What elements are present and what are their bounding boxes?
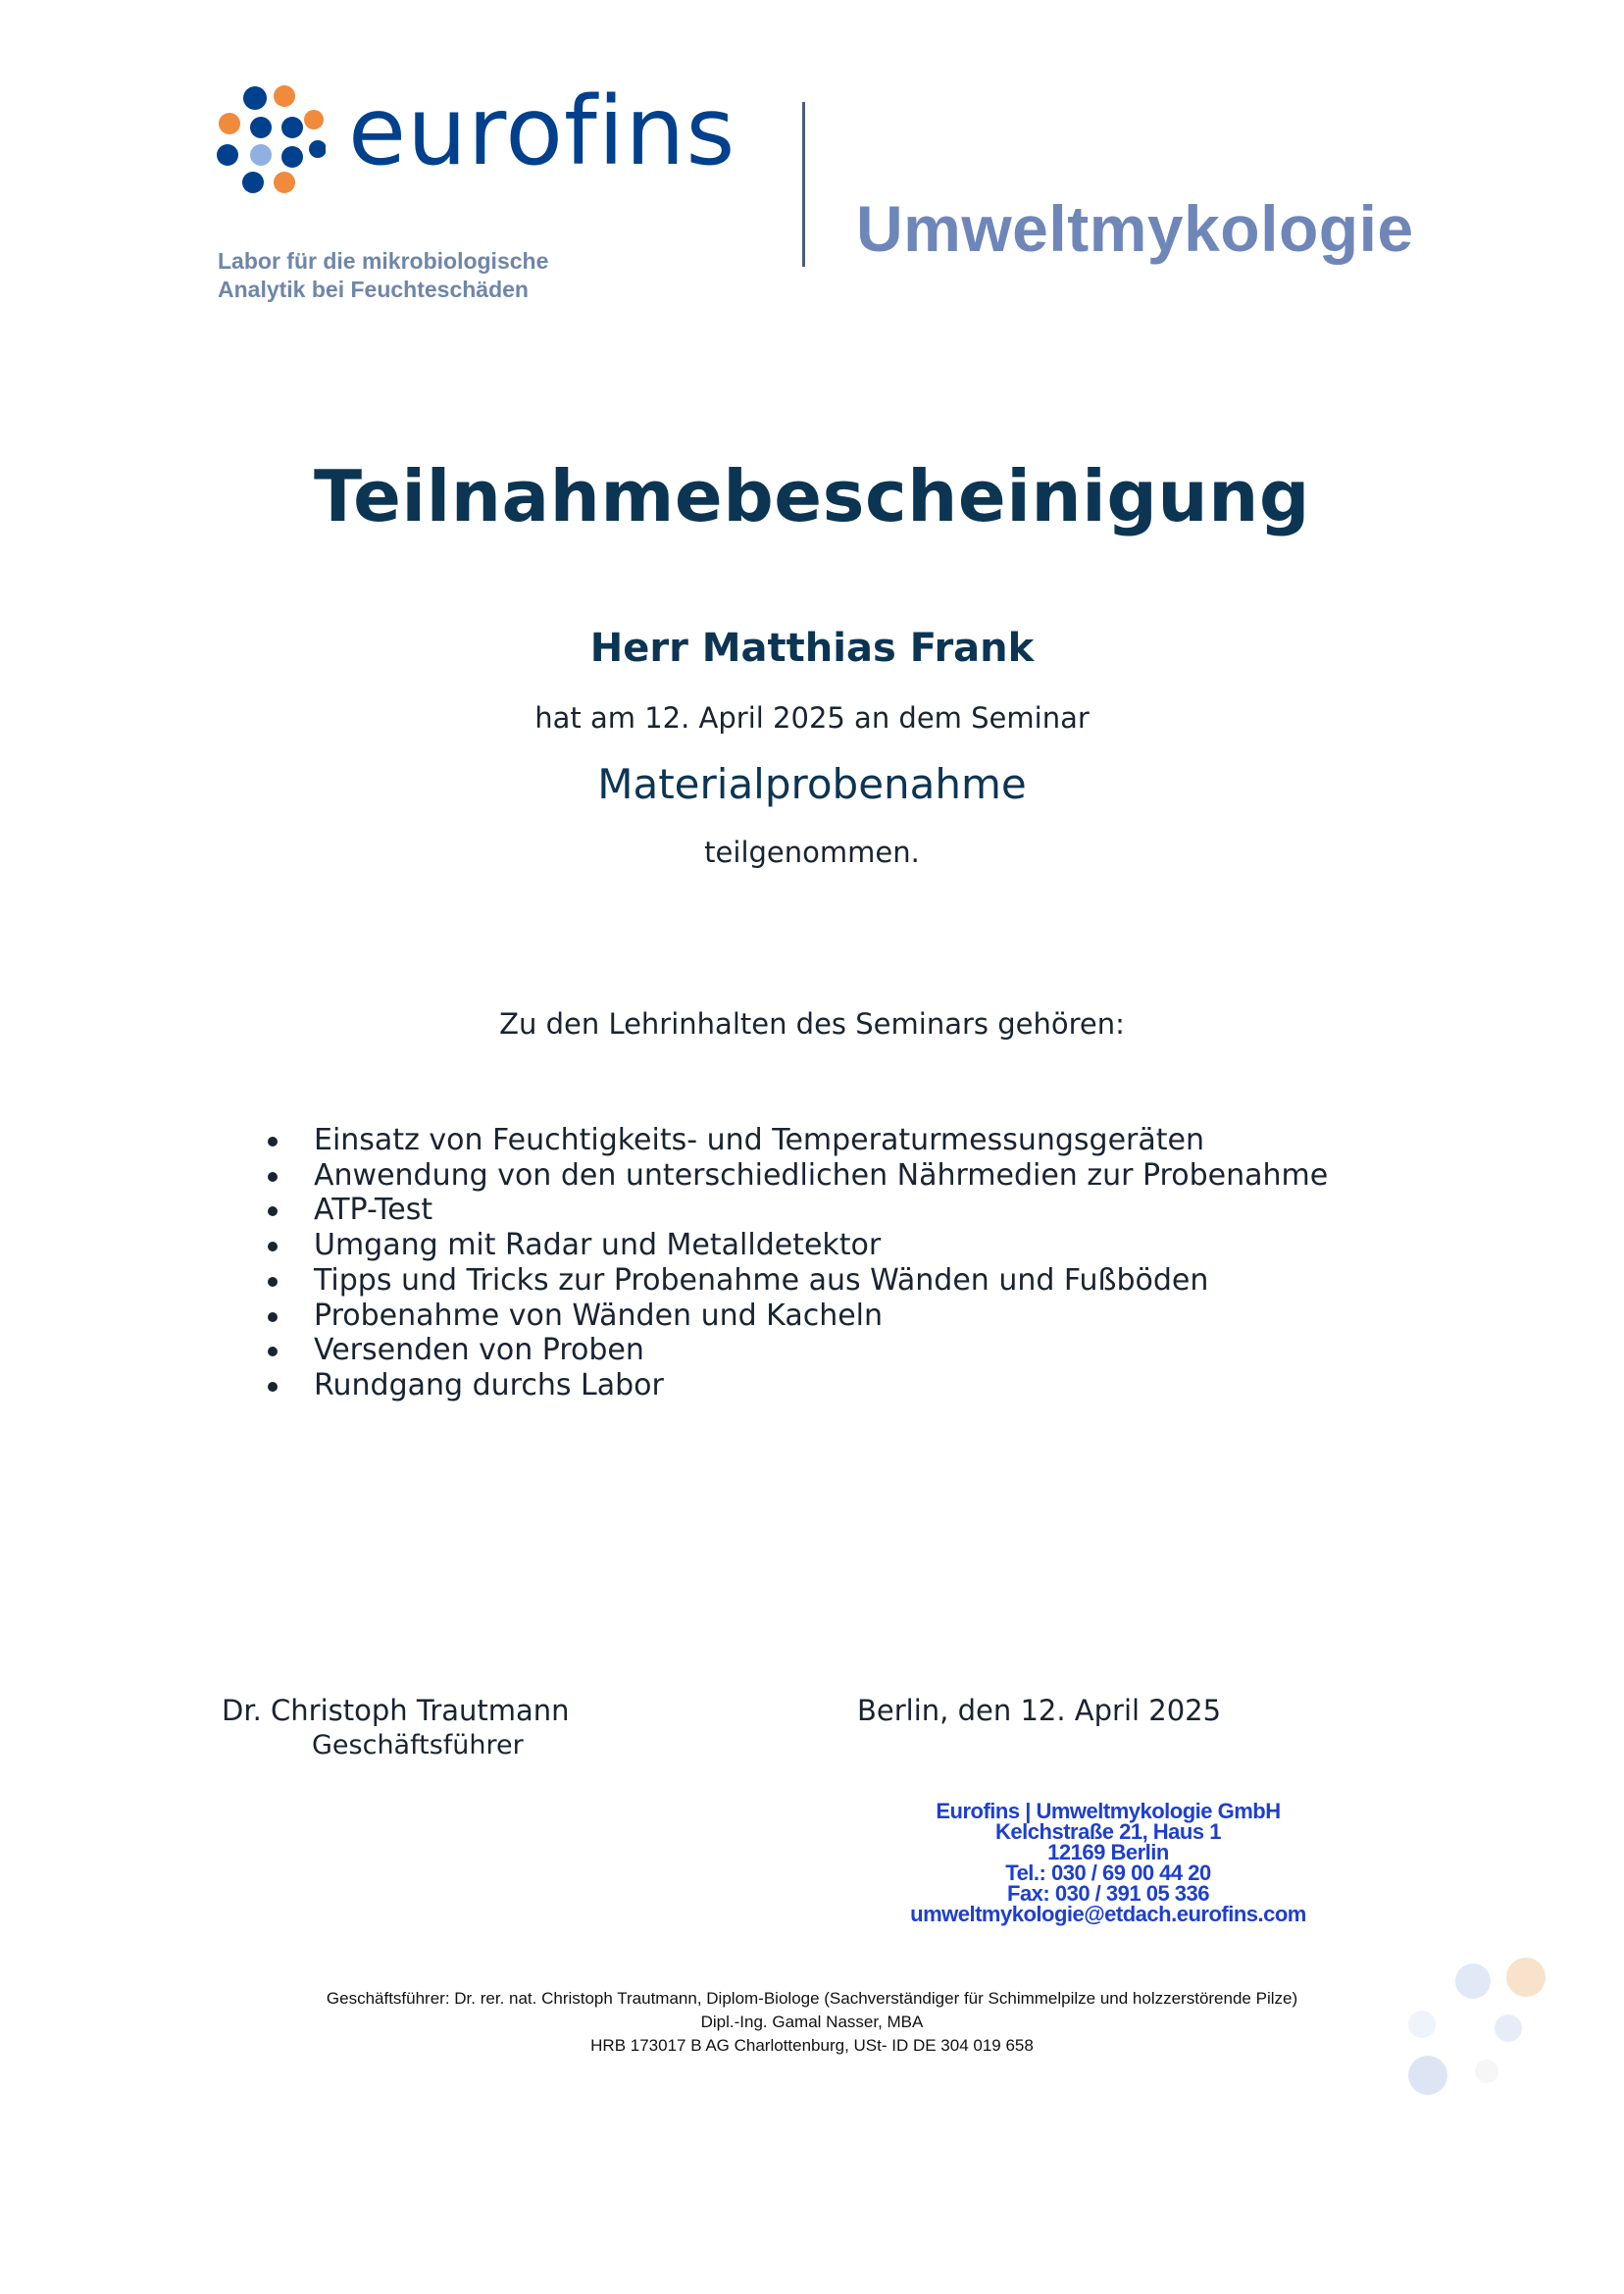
list-item (265, 1193, 1442, 1228)
bullet-icon (268, 1312, 278, 1322)
eurofins-logo-icon (216, 84, 326, 194)
stamp-city: 12169 Berlin (1047, 1840, 1169, 1864)
stamp-email: umweltmykologie@etdach.eurofins.com (910, 1902, 1306, 1926)
topic-text: Probenahme von Wänden und Kacheln (314, 1298, 884, 1333)
list-item (265, 1123, 1442, 1158)
recipient-name: Herr Matthias Frank (589, 626, 1035, 671)
stamp-phone: Tel.: 030 / 69 00 44 20 (1005, 1861, 1211, 1885)
topic-text: Anwendung von den unterschiedlichen Nährmedien zur Probenahme (314, 1157, 1329, 1193)
header-divider (802, 102, 805, 267)
bullet-icon (268, 1137, 278, 1147)
list-item (265, 1299, 1442, 1334)
bullet-icon (268, 1347, 278, 1356)
company-stamp (883, 1801, 1334, 1924)
place-date: Berlin, den 12. April 2025 (857, 1694, 1222, 1727)
list-item (265, 1158, 1442, 1194)
bullet-icon (268, 1382, 278, 1392)
footer-line-3: HRB 173017 B AG Charlottenburg, USt- ID DE 304 019 658 (590, 2036, 1034, 2055)
topic-text: Tipps und Tricks zur Probenahme aus Wänden und Fußböden (314, 1262, 1209, 1298)
footer-line-2: Dipl.-Ing. Gamal Nasser, MBA (700, 2013, 924, 2031)
topic-text: ATP-Test (314, 1193, 433, 1228)
topics-heading: Zu den Lehrinhalten des Seminars gehören: (499, 1007, 1125, 1041)
footer (0, 1987, 1624, 2058)
topic-text: Versenden von Proben (314, 1333, 644, 1368)
topic-text: Einsatz von Feuchtigkeits- und Temperaturmessungsgeräten (314, 1123, 1205, 1157)
list-item (265, 1228, 1442, 1263)
seminar-name: Materialprobenahme (597, 760, 1027, 808)
logo-tagline (218, 247, 630, 304)
stamp-street: Kelchstraße 21, Haus 1 (995, 1819, 1221, 1844)
list-item (265, 1368, 1442, 1403)
participated-line: teilgenommen. (704, 836, 920, 869)
bullet-icon (268, 1277, 278, 1287)
bullet-icon (268, 1172, 278, 1182)
tagline-line-1: Labor für die mikrobiologische (218, 248, 549, 274)
watermark-dots-icon (1393, 1952, 1559, 2109)
bullet-icon (268, 1242, 278, 1251)
tagline-line-2: Analytik bei Feuchteschäden (218, 277, 529, 302)
stamp-fax: Fax: 030 / 391 05 336 (1007, 1881, 1209, 1906)
certificate-title: Teilnahmebescheinigung (314, 455, 1310, 537)
eurofins-wordmark: eurofins (348, 76, 736, 186)
topics-list (265, 1123, 1442, 1403)
signatory-role: Geschäftsführer (312, 1730, 524, 1760)
signatory-name: Dr. Christoph Trautmann (222, 1694, 570, 1727)
list-item (265, 1333, 1442, 1368)
topic-text: Rundgang durchs Labor (314, 1367, 664, 1402)
attended-line: hat am 12. April 2025 an dem Seminar (534, 701, 1090, 735)
footer-line-1: Geschäftsführer: Dr. rer. nat. Christoph Trautmann, Diplom-Biologe (Sachverständiger für Schimmelpilze und holzzerstörende Pilze) (326, 1989, 1298, 2008)
list-item (265, 1263, 1442, 1299)
stamp-company: Eurofins | Umweltmykologie GmbH (936, 1799, 1281, 1823)
bullet-icon (268, 1206, 278, 1216)
division-name: Umweltmykologie (856, 192, 1414, 265)
topic-text: Umgang mit Radar und Metalldetektor (314, 1228, 882, 1263)
